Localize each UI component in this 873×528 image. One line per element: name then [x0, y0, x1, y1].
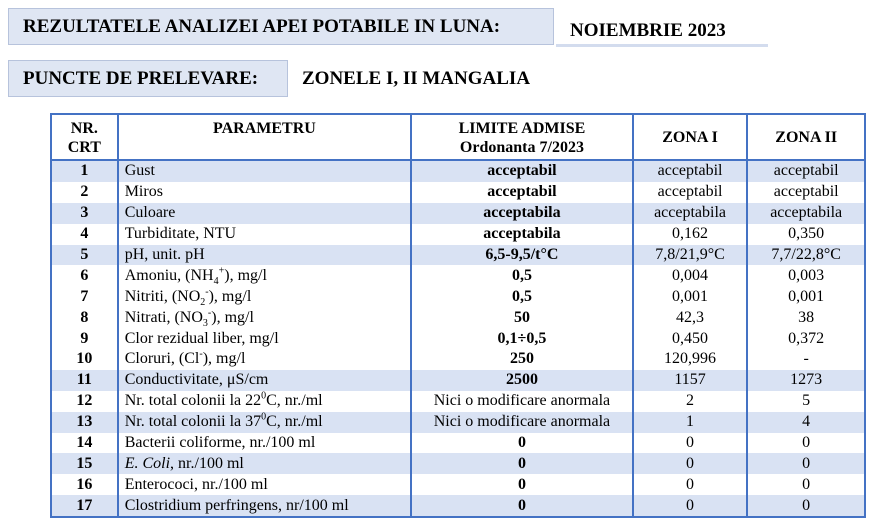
row-zone1-value: 0,004	[633, 265, 748, 286]
parameter-text: Clor rezidual liber, mg/l	[124, 329, 279, 347]
row-parameter	[118, 245, 411, 266]
parameter-text: Nitriti, (NO	[124, 287, 201, 305]
row-parameter	[118, 495, 411, 517]
row-number: 10	[51, 349, 118, 370]
row-zone2-value: 5	[747, 391, 865, 412]
row-number: 1	[51, 160, 118, 182]
row-number: 8	[51, 307, 118, 328]
table-row	[51, 391, 865, 412]
report-title-box	[8, 8, 554, 45]
row-parameter	[118, 412, 411, 433]
row-zone2-value: 38	[747, 307, 865, 328]
row-zone1-value: 1	[633, 412, 748, 433]
row-zone1-value: 7,8/21,9°C	[633, 245, 748, 266]
table-row	[51, 412, 865, 433]
row-limit: 0	[411, 474, 633, 495]
row-parameter	[118, 474, 411, 495]
row-zone2-value: 0	[747, 453, 865, 474]
row-number: 3	[51, 203, 118, 224]
row-number: 9	[51, 328, 118, 349]
parameter-text: pH, unit. pH	[124, 246, 205, 263]
row-parameter	[118, 453, 411, 474]
table-row	[51, 349, 865, 370]
row-number: 17	[51, 495, 118, 517]
row-zone1-value: 0	[633, 453, 748, 474]
parameter-superscript: 0	[261, 390, 267, 402]
table-row	[51, 160, 865, 182]
table-row	[51, 245, 865, 266]
row-zone2-value: -	[747, 349, 865, 370]
row-limit: acceptabila	[411, 224, 633, 245]
parameter-italic: E. Coli	[124, 454, 171, 472]
row-parameter	[118, 433, 411, 454]
row-zone1-value: 2	[633, 391, 748, 412]
row-limit: 0,5	[411, 265, 633, 286]
parameter-text: Nr. total colonii la 37	[124, 413, 262, 431]
parameter-text-suffix: ), mg/l	[208, 287, 252, 305]
parameter-superscript: -	[199, 349, 203, 361]
row-zone1-value: 1157	[633, 370, 748, 391]
row-zone1-value: 0	[633, 474, 748, 495]
row-number: 16	[51, 474, 118, 495]
table-row	[51, 182, 865, 203]
parameter-text: Turbiditate, NTU	[124, 225, 237, 243]
row-zone1-value: 0,450	[633, 328, 748, 349]
row-number: 5	[51, 245, 118, 266]
table-row	[51, 453, 865, 474]
col-header-param: PARAMETRU	[118, 114, 411, 160]
col-header-limit-line1: LIMITE ADMISE	[458, 120, 586, 137]
col-header-nr	[51, 114, 118, 160]
row-zone1-value: acceptabila	[633, 203, 748, 224]
report-title: REZULTATELE ANALIZEI APEI POTABILE IN LUNA:	[23, 15, 501, 37]
row-zone1-value: 0,001	[633, 286, 748, 307]
row-number: 15	[51, 453, 118, 474]
table-row	[51, 474, 865, 495]
row-zone2-value: acceptabila	[747, 203, 865, 224]
row-parameter	[118, 391, 411, 412]
table-row	[51, 495, 865, 517]
row-zone2-value: 1273	[747, 370, 865, 391]
row-zone1-value: 0,162	[633, 224, 748, 245]
table-row	[51, 224, 865, 245]
row-zone2-value: 0,350	[747, 224, 865, 245]
row-zone2-value: 4	[747, 412, 865, 433]
report-month: NOIEMBRIE 2023	[570, 20, 726, 41]
row-number: 4	[51, 224, 118, 245]
table-row	[51, 433, 865, 454]
row-parameter	[118, 349, 411, 370]
parameter-subscript: 4	[213, 276, 219, 288]
parameter-text-suffix: C, nr./ml	[266, 392, 323, 410]
water-analysis-table	[50, 113, 866, 518]
col-header-zone1: ZONA I	[633, 114, 748, 160]
sampling-points-label-box	[8, 60, 288, 97]
row-zone2-value: 7,7/22,8°C	[747, 245, 865, 266]
row-limit: 6,5-9,5/t°C	[411, 245, 633, 266]
table-row	[51, 265, 865, 286]
parameter-superscript: +	[218, 265, 225, 277]
row-zone1-value: acceptabil	[633, 160, 748, 182]
row-number: 12	[51, 391, 118, 412]
parameter-text: Nitrati, (NO	[124, 308, 203, 326]
row-parameter	[118, 307, 411, 328]
row-limit: Nici o modificare anormala	[411, 412, 633, 433]
parameter-text: Bacterii coliforme, nr./100 ml	[124, 434, 316, 452]
row-limit: 50	[411, 307, 633, 328]
parameter-superscript: 0	[261, 411, 267, 423]
parameter-text-suffix: ), mg/l	[202, 350, 246, 368]
row-zone2-value: 0,372	[747, 328, 865, 349]
row-number: 6	[51, 265, 118, 286]
col-header-zone2: ZONA II	[747, 114, 865, 160]
row-zone1-value: acceptabil	[633, 182, 748, 203]
parameter-superscript: -	[207, 307, 212, 319]
row-zone2-value: 0	[747, 495, 865, 517]
parameter-text: Enterococi, nr./100 ml	[124, 475, 268, 493]
row-limit: 2500	[411, 370, 633, 391]
row-parameter	[118, 203, 411, 224]
row-limit: acceptabil	[411, 182, 633, 203]
row-parameter	[118, 224, 411, 245]
row-zone2-value: acceptabil	[747, 182, 865, 203]
month-underline	[556, 44, 768, 47]
row-zone1-value: 42,3	[633, 307, 748, 328]
row-parameter	[118, 328, 411, 349]
parameter-text: Amoniu, (NH	[124, 266, 214, 284]
parameter-text: Conductivitate, μS/cm	[124, 371, 269, 389]
row-number: 7	[51, 286, 118, 307]
table-header-row	[51, 114, 865, 160]
row-limit: 0,5	[411, 286, 633, 307]
row-zone2-value: acceptabil	[747, 160, 865, 182]
row-number: 14	[51, 433, 118, 454]
parameter-subscript: 2	[200, 296, 206, 308]
row-zone1-value: 0	[633, 433, 748, 454]
row-parameter	[118, 265, 411, 286]
row-parameter	[118, 160, 411, 182]
row-limit: Nici o modificare anormala	[411, 391, 633, 412]
parameter-text-suffix: ), mg/l	[224, 266, 267, 284]
row-zone2-value: 0	[747, 433, 865, 454]
row-number: 2	[51, 182, 118, 203]
parameter-text-suffix: ), mg/l	[211, 308, 254, 326]
parameter-text: Cloruri, (Cl	[124, 350, 200, 368]
parameter-superscript: -	[205, 286, 209, 298]
row-zone1-value: 120,996	[633, 349, 748, 370]
row-limit: 250	[411, 349, 633, 370]
col-header-nr-line1: NR.	[70, 120, 98, 137]
col-header-nr-line2: CRT	[67, 139, 101, 156]
row-number: 11	[51, 370, 118, 391]
table-row	[51, 286, 865, 307]
sampling-points-label: PUNCTE DE PRELEVARE:	[23, 67, 259, 89]
row-parameter	[118, 286, 411, 307]
row-zone2-value: 0,001	[747, 286, 865, 307]
col-header-limit-line2: Ordonanta 7/2023	[459, 139, 584, 156]
parameter-text: Gust	[124, 162, 155, 180]
row-zone1-value: 0	[633, 495, 748, 517]
parameter-subscript: 3	[202, 317, 208, 329]
row-parameter	[118, 370, 411, 391]
parameter-text: Miros	[124, 183, 163, 201]
parameter-text: Culoare	[124, 204, 176, 222]
table-row	[51, 370, 865, 391]
row-limit: acceptabila	[411, 203, 633, 224]
row-limit: 0	[411, 495, 633, 517]
row-zone2-value: 0	[747, 474, 865, 495]
parameter-text: Clostridium perfringens, nr/100 ml	[124, 496, 349, 514]
row-limit: acceptabil	[411, 160, 633, 182]
parameter-text-suffix: , nr./100 ml	[170, 454, 244, 472]
row-number: 13	[51, 412, 118, 433]
table-row	[51, 307, 865, 328]
parameter-text-suffix: C, nr./ml	[266, 413, 323, 431]
row-zone2-value: 0,003	[747, 265, 865, 286]
col-header-limit	[411, 114, 633, 160]
parameter-text: Nr. total colonii la 22	[124, 392, 262, 410]
row-parameter	[118, 182, 411, 203]
row-limit: 0	[411, 433, 633, 454]
row-limit: 0,1÷0,5	[411, 328, 633, 349]
row-limit: 0	[411, 453, 633, 474]
sampling-points-value: ZONELE I, II MANGALIA	[302, 68, 531, 89]
table-row	[51, 328, 865, 349]
table-row	[51, 203, 865, 224]
